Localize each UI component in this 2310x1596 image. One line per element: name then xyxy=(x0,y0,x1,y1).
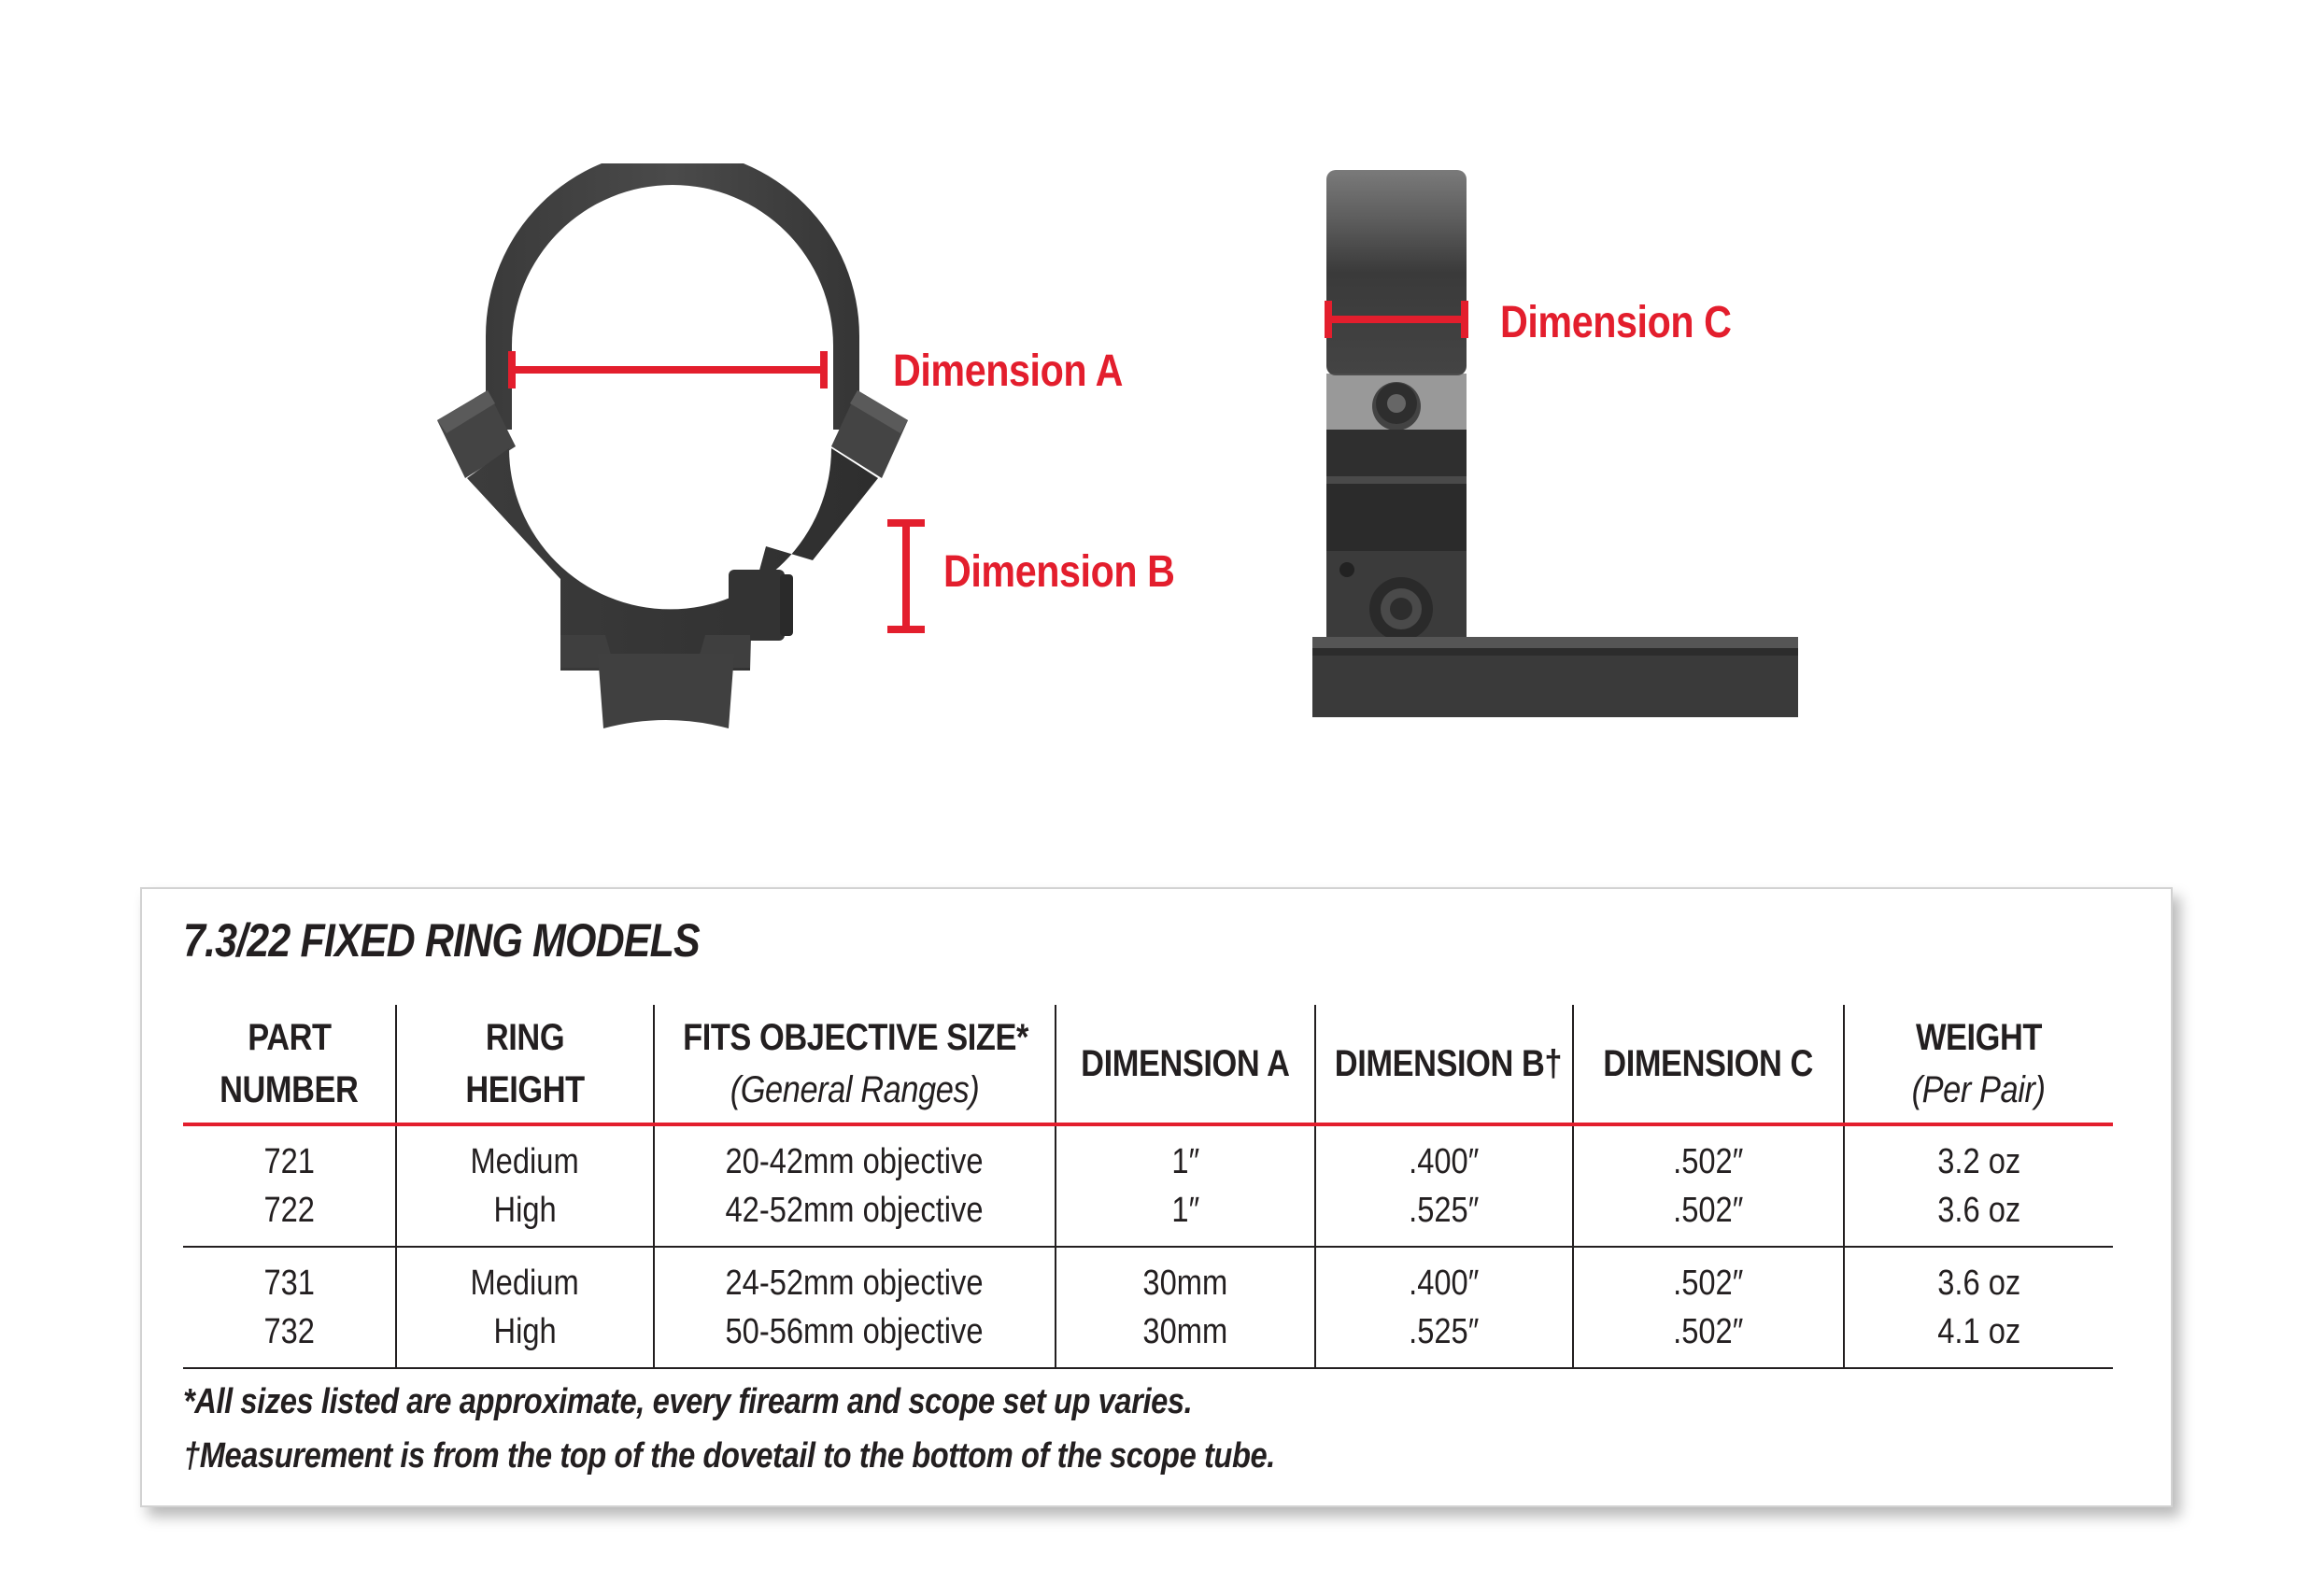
ring-lower-body xyxy=(467,448,878,671)
cell-part: 731 xyxy=(263,1264,315,1303)
spec-table-panel xyxy=(140,887,2173,1507)
cell-objective: 20-42mm objective xyxy=(654,1124,1056,1186)
dimension-b-label: Dimension B xyxy=(943,547,1175,597)
cell-dim-b: .525″ xyxy=(1315,1186,1573,1247)
cell-dim-b: .400″ xyxy=(1315,1247,1573,1307)
table-title: 7.3/22 FIXED RING MODELS xyxy=(183,914,700,967)
cell-weight: 4.1 oz xyxy=(1844,1307,2113,1368)
dimension-a-label: Dimension A xyxy=(893,346,1124,396)
cell-dim-a: 1″ xyxy=(1056,1186,1315,1247)
table-row xyxy=(183,1247,2113,1307)
cell-dim-b: .525″ xyxy=(1315,1307,1573,1368)
header-part-number: PART NUMBER xyxy=(220,1017,359,1110)
cell-dim-a: 30mm xyxy=(1056,1247,1315,1307)
cell-dim-a: 30mm xyxy=(1056,1307,1315,1368)
ring-top-arc xyxy=(486,163,859,430)
cell-part: 722 xyxy=(263,1191,315,1230)
footnote-measurement: †Measurement is from the top of the dovetail to the bottom of the scope tube. xyxy=(183,1436,1275,1476)
cell-dim-a: 1″ xyxy=(1056,1124,1315,1186)
header-dimension-c: DIMENSION C xyxy=(1573,1005,1844,1124)
cell-dim-c: .502″ xyxy=(1573,1186,1844,1247)
cell-dim-c: .502″ xyxy=(1573,1124,1844,1186)
table-row xyxy=(183,1307,2113,1368)
cell-weight: 3.6 oz xyxy=(1844,1247,2113,1307)
footnote-approximate: *All sizes listed are approximate, every firearm and scope set up varies. xyxy=(183,1382,1193,1421)
spec-table xyxy=(183,1005,2113,1369)
header-dimension-b: DIMENSION B† xyxy=(1315,1005,1573,1124)
cell-objective: 50-56mm objective xyxy=(654,1307,1056,1368)
ring-front-view xyxy=(411,163,934,742)
header-dimension-a: DIMENSION A xyxy=(1056,1005,1315,1124)
header-objective-size: FITS OBJECTIVE SIZE* (General Ranges) xyxy=(654,1005,1056,1124)
dimension-c-label: Dimension C xyxy=(1500,298,1732,347)
cell-weight: 3.6 oz xyxy=(1844,1186,2113,1247)
cell-height: High xyxy=(396,1307,654,1368)
header-weight: WEIGHT (Per Pair) xyxy=(1844,1005,2113,1124)
table-row xyxy=(183,1124,2113,1186)
cell-objective: 42-52mm objective xyxy=(654,1186,1056,1247)
cell-weight: 3.2 oz xyxy=(1844,1124,2113,1186)
table-header-row xyxy=(183,1005,2113,1124)
header-ring-height: RING HEIGHT xyxy=(396,1005,654,1124)
cell-part: 732 xyxy=(263,1312,315,1351)
cell-height: Medium xyxy=(396,1247,654,1307)
cell-objective: 24-52mm objective xyxy=(654,1247,1056,1307)
rail-section xyxy=(598,654,734,728)
cell-part: 721 xyxy=(263,1142,315,1181)
side-ring-cap xyxy=(1326,170,1467,375)
clamp-screw xyxy=(729,570,785,641)
cell-dim-c: .502″ xyxy=(1573,1307,1844,1368)
cell-dim-b: .400″ xyxy=(1315,1124,1573,1186)
ring-side-view xyxy=(1308,168,1812,728)
table-row xyxy=(183,1186,2113,1247)
cell-height: Medium xyxy=(396,1124,654,1186)
cell-height: High xyxy=(396,1186,654,1247)
cell-dim-c: .502″ xyxy=(1573,1247,1844,1307)
